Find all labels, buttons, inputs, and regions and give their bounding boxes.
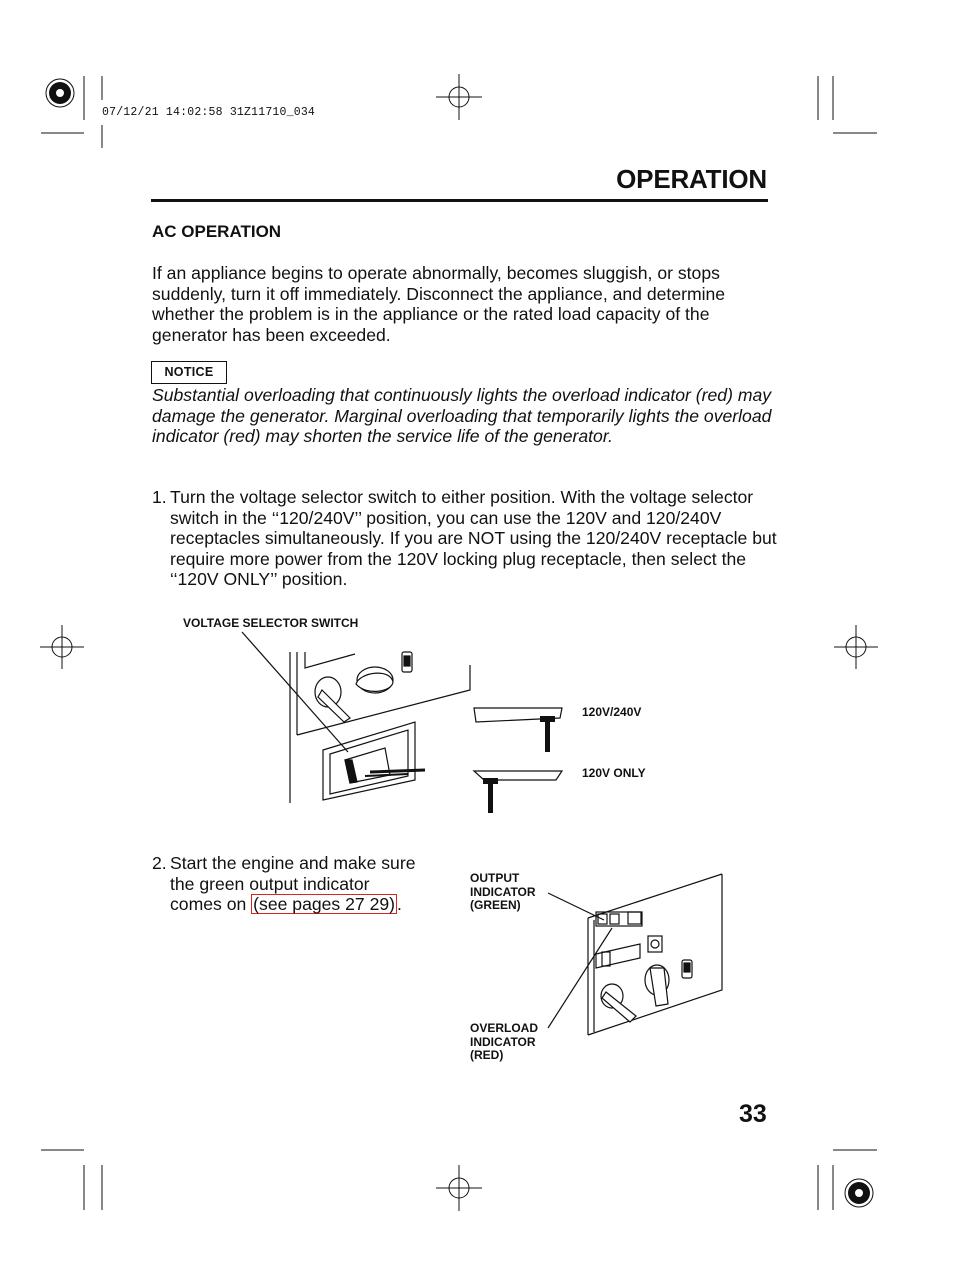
position-120-240v-label: 120V/240V <box>582 705 642 719</box>
print-stamp: 07/12/21 14:02:58 31Z11710_034 <box>102 106 316 119</box>
output-indicator-line-2: INDICATOR <box>470 884 536 899</box>
overload-indicator-label <box>470 1022 538 1063</box>
step-1-text: Turn the voltage selector switch to either position. With the voltage selector switch in the ‘‘120/240V’’ position, you can use the 120V and 120/240V receptacles simultaneously. If you are NOT using the 120/240V receptacle but require more power from the 120V locking plug receptacle, then select the ‘‘120V ONLY’’ position. <box>170 487 777 589</box>
overload-indicator-line-1: OVERLOAD <box>470 1021 539 1035</box>
output-indicator-line-3: (GREEN) <box>470 898 521 912</box>
output-indicator-label <box>470 872 536 913</box>
intro-paragraph: If an appliance begins to operate abnormally, becomes sluggish, or stops suddenly, turn it off immediately. Disconnect the appliance, and determine whether the problem is in the appliance or the rated load capacity of the generator has been exceeded. <box>152 263 726 345</box>
overload-indicator-line-2: INDICATOR <box>470 1034 536 1049</box>
notice-label: NOTICE <box>151 361 227 384</box>
see-pages-link[interactable]: (see pages 27 29) <box>253 894 395 914</box>
page-number: 33 <box>739 1100 767 1128</box>
output-indicator-line-1: OUTPUT <box>470 871 520 885</box>
step-1-number: 1. <box>152 487 167 507</box>
notice-text: Substantial overloading that continuously lights the overload indicator (red) may damage the generator. Marginal overloading that temporarily lights the overload indicator (red) may shorten the service life of the generator. <box>152 385 772 446</box>
step-2-body: Start the engine and make sure the green output indicator comes on <box>170 853 416 914</box>
voltage-selector-callout: VOLTAGE SELECTOR SWITCH <box>183 616 359 630</box>
step-2-number: 2. <box>152 853 167 873</box>
subsection-title: AC OPERATION <box>152 222 282 241</box>
section-title: OPERATION <box>616 164 767 194</box>
overload-indicator-line-3: (RED) <box>470 1048 504 1062</box>
position-120v-only-label: 120V ONLY <box>582 766 646 780</box>
step-2-period: . <box>397 894 402 914</box>
